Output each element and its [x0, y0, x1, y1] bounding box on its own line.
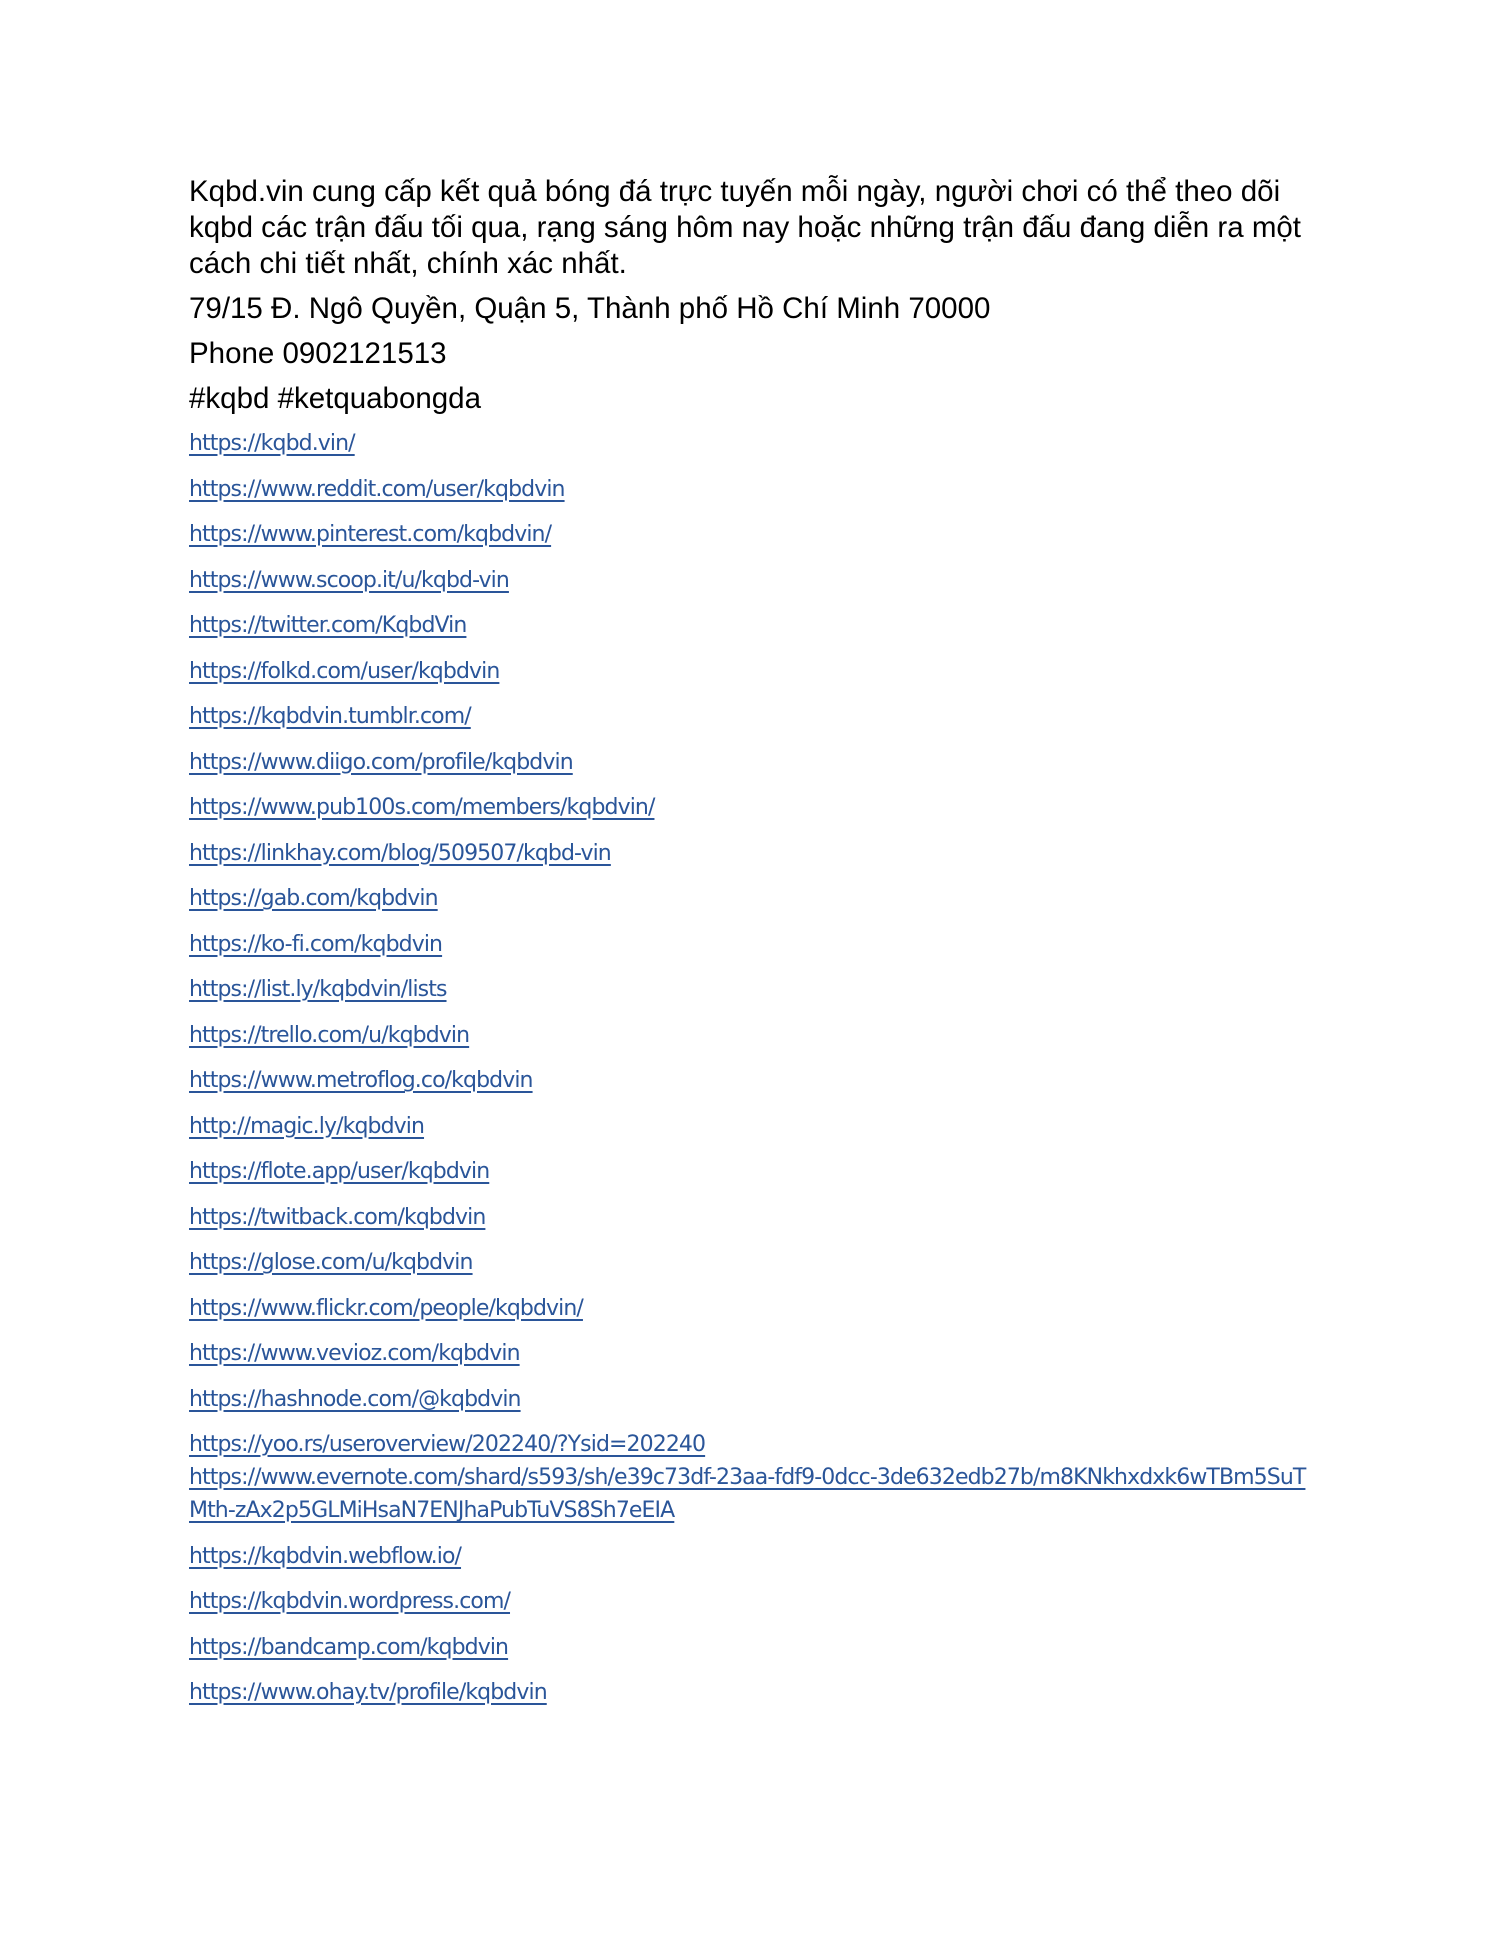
- document-content: [189, 174, 1319, 1722]
- link[interactable]: https://www.ohay.tv/profile/kqbdvin: [189, 1680, 547, 1705]
- link[interactable]: https://ko-fi.com/kqbdvin: [189, 931, 443, 957]
- link[interactable]: https://yoo.rs/useroverview/202240/?Ysid=202240: [189, 1432, 706, 1457]
- link[interactable]: https://www.evernote.com/shard/s593/sh/e39c73df-23aa-fdf9-0dcc-3de632edb27b/m8KNkhxdxk6wTBm5SuTMth-zAx2p5GLMiHsaN7ENJhaPubTuVS8Sh7eEIA: [189, 1465, 1306, 1523]
- list-item: [189, 973, 1319, 1006]
- list-item: [189, 791, 1319, 824]
- link[interactable]: https://www.reddit.com/user/kqbdvin: [189, 476, 565, 502]
- list-item: [189, 1676, 1319, 1709]
- list-item: [189, 1155, 1319, 1188]
- list-item: [189, 1428, 1319, 1461]
- list-item: [189, 564, 1319, 597]
- link[interactable]: https://www.flickr.com/people/kqbdvin/: [189, 1295, 583, 1321]
- link[interactable]: https://kqbd.vin/: [189, 431, 355, 456]
- list-item: [189, 1064, 1319, 1097]
- list-item: [189, 1631, 1319, 1664]
- link[interactable]: https://list.ly/kqbdvin/lists: [189, 977, 447, 1002]
- link[interactable]: https://www.scoop.it/u/kqbd-vin: [189, 567, 509, 593]
- link[interactable]: https://trello.com/u/kqbdvin: [189, 1022, 470, 1048]
- list-item: [189, 1585, 1319, 1618]
- list-item: [189, 1201, 1319, 1234]
- link[interactable]: https://kqbdvin.tumblr.com/: [189, 704, 471, 729]
- link[interactable]: https://www.metroflog.co/kqbdvin: [189, 1068, 533, 1093]
- list-item: [189, 427, 1319, 460]
- link[interactable]: https://twitback.com/kqbdvin: [189, 1204, 486, 1230]
- link[interactable]: https://www.diigo.com/profile/kqbdvin: [189, 749, 573, 775]
- list-item: [189, 1383, 1319, 1416]
- link[interactable]: https://hashnode.com/@kqbdvin: [189, 1386, 521, 1412]
- list-item: [189, 1461, 1319, 1527]
- link-list: [189, 427, 1319, 1709]
- intro-paragraph: Kqbd.vin cung cấp kết quả bóng đá trực tuyến mỗi ngày, người chơi có thể theo dõi kqbd các trận đấu tối qua, rạng sáng hôm nay hoặc những trận đấu đang diễn ra một cách chi tiết nhất, chính xác nhất.: [189, 175, 1301, 280]
- address-line: 79/15 Đ. Ngô Quyền, Quận 5, Thành phố Hồ Chí Minh 70000: [189, 292, 991, 325]
- link[interactable]: https://twitter.com/KqbdVin: [189, 613, 467, 638]
- hashtags-line: #kqbd #ketquabongda: [189, 382, 481, 415]
- list-item: [189, 609, 1319, 642]
- link[interactable]: https://linkhay.com/blog/509507/kqbd-vin: [189, 840, 611, 866]
- link[interactable]: https://glose.com/u/kqbdvin: [189, 1250, 473, 1275]
- list-item: [189, 882, 1319, 915]
- link[interactable]: https://flote.app/user/kqbdvin: [189, 1159, 490, 1184]
- list-item: [189, 1019, 1319, 1052]
- list-item: [189, 518, 1319, 551]
- link[interactable]: https://kqbdvin.wordpress.com/: [189, 1589, 511, 1614]
- list-item: [189, 1246, 1319, 1279]
- link[interactable]: https://bandcamp.com/kqbdvin: [189, 1634, 509, 1660]
- list-item: [189, 746, 1319, 779]
- list-item: [189, 1292, 1319, 1325]
- link[interactable]: https://www.vevioz.com/kqbdvin: [189, 1341, 520, 1366]
- list-item: [189, 700, 1319, 733]
- list-item: [189, 655, 1319, 688]
- link[interactable]: https://folkd.com/user/kqbdvin: [189, 658, 500, 684]
- link[interactable]: https://www.pinterest.com/kqbdvin/: [189, 522, 552, 547]
- link[interactable]: https://kqbdvin.webflow.io/: [189, 1543, 462, 1569]
- link[interactable]: https://www.pub100s.com/members/kqbdvin/: [189, 795, 655, 820]
- link[interactable]: https://gab.com/kqbdvin: [189, 886, 438, 911]
- list-item: [189, 1540, 1319, 1573]
- phone-line: Phone 0902121513: [189, 337, 447, 370]
- link[interactable]: http://magic.ly/kqbdvin: [189, 1113, 425, 1139]
- list-item: [189, 1110, 1319, 1143]
- list-item: [189, 473, 1319, 506]
- list-item: [189, 928, 1319, 961]
- list-item: [189, 837, 1319, 870]
- list-item: [189, 1337, 1319, 1370]
